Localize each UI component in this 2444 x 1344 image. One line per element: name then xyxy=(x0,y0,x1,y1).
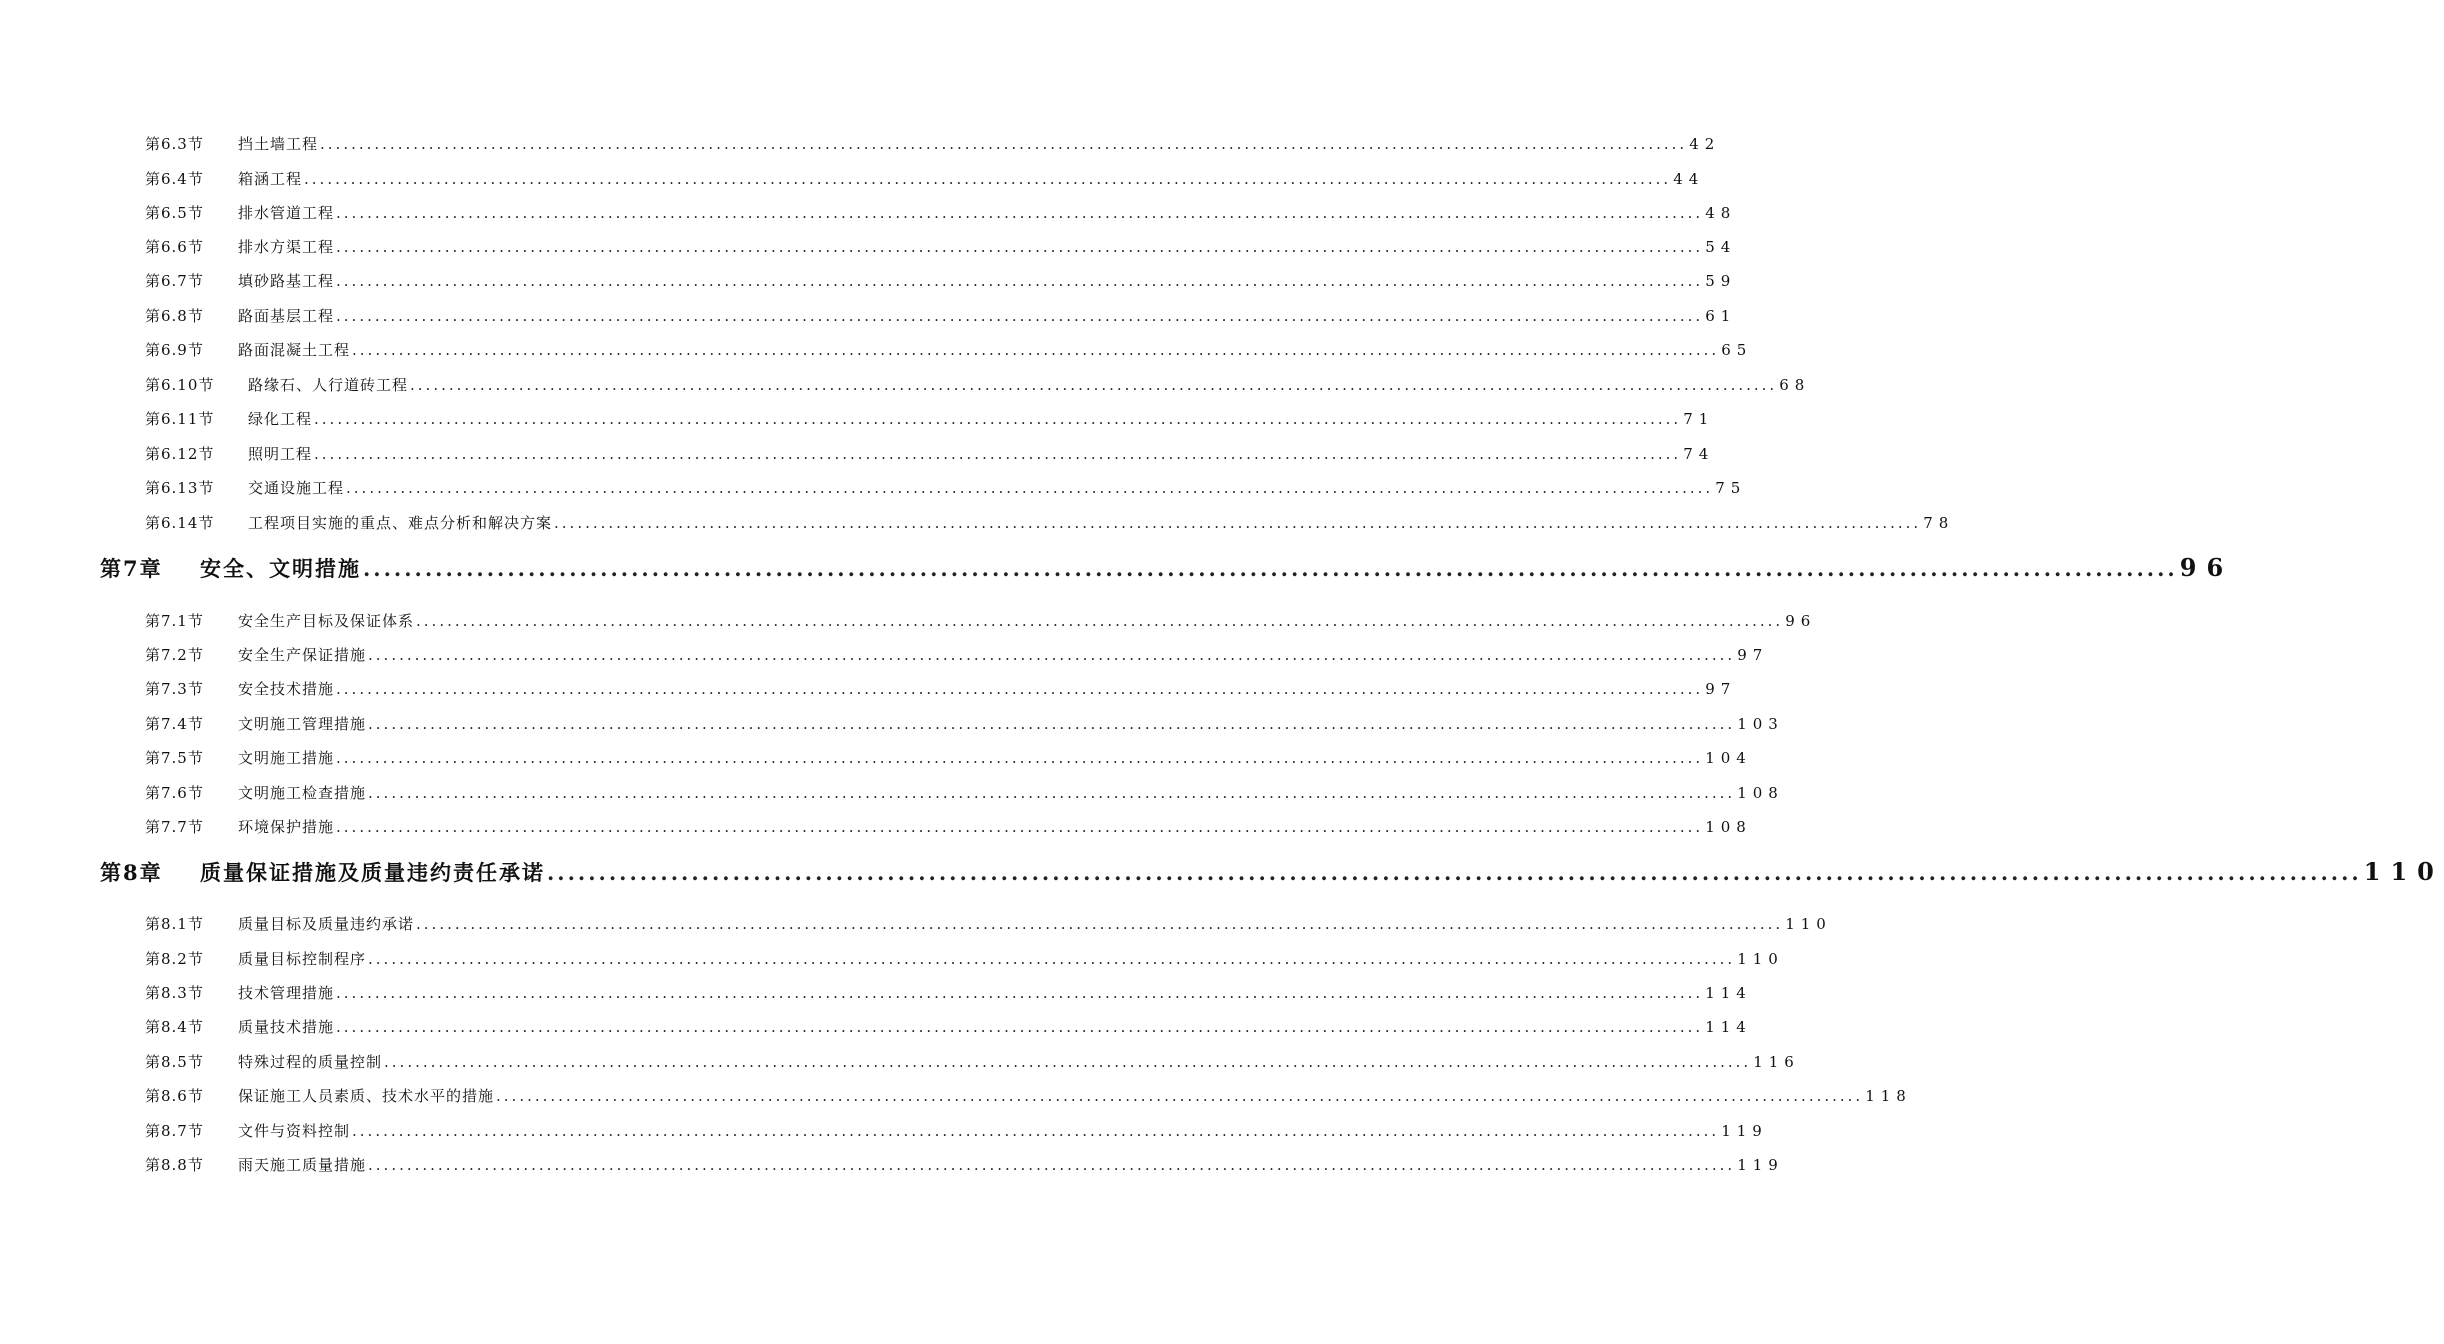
dot-leader xyxy=(366,784,1737,802)
page-number: 119 xyxy=(1721,1122,1768,1140)
page-number: 118 xyxy=(1865,1087,1912,1105)
section-number: 第6.3节 xyxy=(145,135,204,153)
toc-entry-7-3[interactable] xyxy=(145,678,1737,704)
dot-leader xyxy=(312,410,1683,428)
section-title: 质量目标及质量违约承诺 xyxy=(238,915,415,933)
section-number: 第6.13节 xyxy=(145,479,215,497)
toc-entry-7-6[interactable] xyxy=(145,782,1784,808)
toc-entry-6-4[interactable] xyxy=(145,168,1705,194)
dot-leader xyxy=(334,818,1705,836)
dot-leader xyxy=(414,612,1785,630)
page-number: 75 xyxy=(1715,479,1747,497)
section-number: 第7.2节 xyxy=(145,646,204,664)
dot-leader xyxy=(382,1053,1753,1071)
section-title: 绿化工程 xyxy=(248,410,313,428)
toc-entry-8-3[interactable] xyxy=(145,982,1752,1008)
section-number: 第8.1节 xyxy=(145,915,204,933)
dot-leader xyxy=(350,341,1721,359)
page-number: 59 xyxy=(1705,272,1737,290)
chapter-title: 质量保证措施及质量违约责任承诺 xyxy=(200,860,545,885)
section-number: 第6.6节 xyxy=(145,238,204,256)
dot-leader xyxy=(366,1156,1737,1174)
page-number: 61 xyxy=(1705,307,1737,325)
toc-chapter-8[interactable] xyxy=(100,857,2444,893)
toc-entry-7-4[interactable] xyxy=(145,713,1784,739)
dot-leader xyxy=(334,307,1705,325)
toc-entry-8-6[interactable] xyxy=(145,1085,1912,1111)
dot-leader xyxy=(366,715,1737,733)
toc-entry-6-13[interactable] xyxy=(145,477,1747,503)
section-title: 文件与资料控制 xyxy=(238,1122,351,1140)
dot-leader xyxy=(334,238,1705,256)
section-title: 路面基层工程 xyxy=(238,307,335,325)
page-number: 96 xyxy=(2179,553,2234,582)
section-title: 工程项目实施的重点、难点分析和解决方案 xyxy=(248,514,553,532)
toc-entry-6-5[interactable] xyxy=(145,202,1737,228)
section-number: 第6.5节 xyxy=(145,204,204,222)
section-number: 第7.5节 xyxy=(145,749,204,767)
toc-entry-6-8[interactable] xyxy=(145,305,1737,331)
toc-entry-8-5[interactable] xyxy=(145,1051,1800,1077)
toc-entry-6-14[interactable] xyxy=(145,512,1955,538)
section-title: 雨天施工质量措施 xyxy=(238,1156,367,1174)
dot-leader xyxy=(344,479,1715,497)
toc-entry-8-8[interactable] xyxy=(145,1154,1784,1180)
page-number: 78 xyxy=(1923,514,1955,532)
page-number: 110 xyxy=(2363,857,2444,886)
section-number: 第8.6节 xyxy=(145,1087,204,1105)
section-title: 文明施工措施 xyxy=(238,749,335,767)
toc-entry-6-7[interactable] xyxy=(145,270,1737,296)
dot-leader xyxy=(350,1122,1721,1140)
page-number: 114 xyxy=(1705,1018,1752,1036)
dot-leader xyxy=(334,984,1705,1002)
page-number: 114 xyxy=(1705,984,1752,1002)
section-title: 安全生产保证措施 xyxy=(238,646,367,664)
page-number: 65 xyxy=(1721,341,1753,359)
dot-leader xyxy=(312,445,1683,463)
page-number: 71 xyxy=(1683,410,1715,428)
dot-leader xyxy=(366,646,1737,664)
section-number: 第7.3节 xyxy=(145,680,204,698)
page-number: 103 xyxy=(1737,715,1784,733)
section-number: 第6.8节 xyxy=(145,307,204,325)
dot-leader xyxy=(318,135,1689,153)
section-title: 挡土墙工程 xyxy=(238,135,319,153)
toc-entry-7-2[interactable] xyxy=(145,644,1769,670)
dot-leader xyxy=(494,1087,1865,1105)
section-title: 路面混凝土工程 xyxy=(238,341,351,359)
section-title: 照明工程 xyxy=(248,445,313,463)
chapter-number: 第7章 xyxy=(100,556,163,581)
dot-leader xyxy=(552,514,1923,532)
page-number: 116 xyxy=(1753,1053,1800,1071)
toc-entry-8-1[interactable] xyxy=(145,913,1832,939)
section-number: 第6.9节 xyxy=(145,341,204,359)
toc-entry-7-5[interactable] xyxy=(145,747,1752,773)
dot-leader xyxy=(361,556,2180,581)
page-number: 42 xyxy=(1689,135,1721,153)
section-title: 文明施工管理措施 xyxy=(238,715,367,733)
section-number: 第6.10节 xyxy=(145,376,215,394)
section-title: 质量目标控制程序 xyxy=(238,950,367,968)
section-title: 质量技术措施 xyxy=(238,1018,335,1036)
section-number: 第8.3节 xyxy=(145,984,204,1002)
page-number: 97 xyxy=(1705,680,1737,698)
section-number: 第6.7节 xyxy=(145,272,204,290)
section-number: 第7.7节 xyxy=(145,818,204,836)
section-number: 第6.12节 xyxy=(145,445,215,463)
toc-chapter-7[interactable] xyxy=(100,553,2234,589)
dot-leader xyxy=(334,680,1705,698)
page-number: 110 xyxy=(1785,915,1832,933)
page-number: 68 xyxy=(1779,376,1811,394)
section-title: 文明施工检查措施 xyxy=(238,784,367,802)
page-number: 74 xyxy=(1683,445,1715,463)
section-number: 第7.1节 xyxy=(145,612,204,630)
chapter-title: 安全、文明措施 xyxy=(200,556,361,581)
toc-entry-8-2[interactable] xyxy=(145,948,1784,974)
dot-leader xyxy=(302,170,1673,188)
section-number: 第8.7节 xyxy=(145,1122,204,1140)
page-number: 54 xyxy=(1705,238,1737,256)
section-number: 第8.8节 xyxy=(145,1156,204,1174)
section-number: 第6.4节 xyxy=(145,170,204,188)
dot-leader xyxy=(545,860,2364,885)
section-title: 安全技术措施 xyxy=(238,680,335,698)
dot-leader xyxy=(334,272,1705,290)
section-number: 第7.6节 xyxy=(145,784,204,802)
section-title: 安全生产目标及保证体系 xyxy=(238,612,415,630)
toc-entry-6-6[interactable] xyxy=(145,236,1737,262)
page-number: 48 xyxy=(1705,204,1737,222)
section-title: 环境保护措施 xyxy=(238,818,335,836)
dot-leader xyxy=(414,915,1785,933)
page-number: 44 xyxy=(1673,170,1705,188)
section-title: 特殊过程的质量控制 xyxy=(238,1053,383,1071)
toc-entry-6-12[interactable] xyxy=(145,443,1715,469)
section-title: 路缘石、人行道砖工程 xyxy=(248,376,409,394)
toc-entry-7-1[interactable] xyxy=(145,610,1817,636)
section-number: 第6.11节 xyxy=(145,410,215,428)
section-title: 填砂路基工程 xyxy=(238,272,335,290)
dot-leader xyxy=(334,749,1705,767)
page-number: 97 xyxy=(1737,646,1769,664)
toc-entry-6-10[interactable] xyxy=(145,374,1811,400)
section-title: 排水方渠工程 xyxy=(238,238,335,256)
section-title: 排水管道工程 xyxy=(238,204,335,222)
page-number: 104 xyxy=(1705,749,1752,767)
toc-entry-6-3[interactable] xyxy=(145,133,1721,159)
section-title: 保证施工人员素质、技术水平的措施 xyxy=(238,1087,495,1105)
section-title: 技术管理措施 xyxy=(238,984,335,1002)
toc-entry-6-11[interactable] xyxy=(145,408,1715,434)
section-number: 第8.5节 xyxy=(145,1053,204,1071)
section-number: 第7.4节 xyxy=(145,715,204,733)
section-number: 第8.4节 xyxy=(145,1018,204,1036)
toc-entry-8-7[interactable] xyxy=(145,1120,1768,1146)
section-title: 交通设施工程 xyxy=(248,479,345,497)
dot-leader xyxy=(366,950,1737,968)
dot-leader xyxy=(334,204,1705,222)
toc-entry-7-7[interactable] xyxy=(145,816,1752,842)
page-number: 96 xyxy=(1785,612,1817,630)
page-number: 110 xyxy=(1737,950,1784,968)
section-title: 箱涵工程 xyxy=(238,170,303,188)
page-number: 119 xyxy=(1737,1156,1784,1174)
section-number: 第6.14节 xyxy=(145,514,215,532)
page-number: 108 xyxy=(1705,818,1752,836)
toc-entry-8-4[interactable] xyxy=(145,1016,1752,1042)
page-number: 108 xyxy=(1737,784,1784,802)
dot-leader xyxy=(408,376,1779,394)
toc-entry-6-9[interactable] xyxy=(145,339,1753,365)
section-number: 第8.2节 xyxy=(145,950,204,968)
dot-leader xyxy=(334,1018,1705,1036)
chapter-number: 第8章 xyxy=(100,860,163,885)
